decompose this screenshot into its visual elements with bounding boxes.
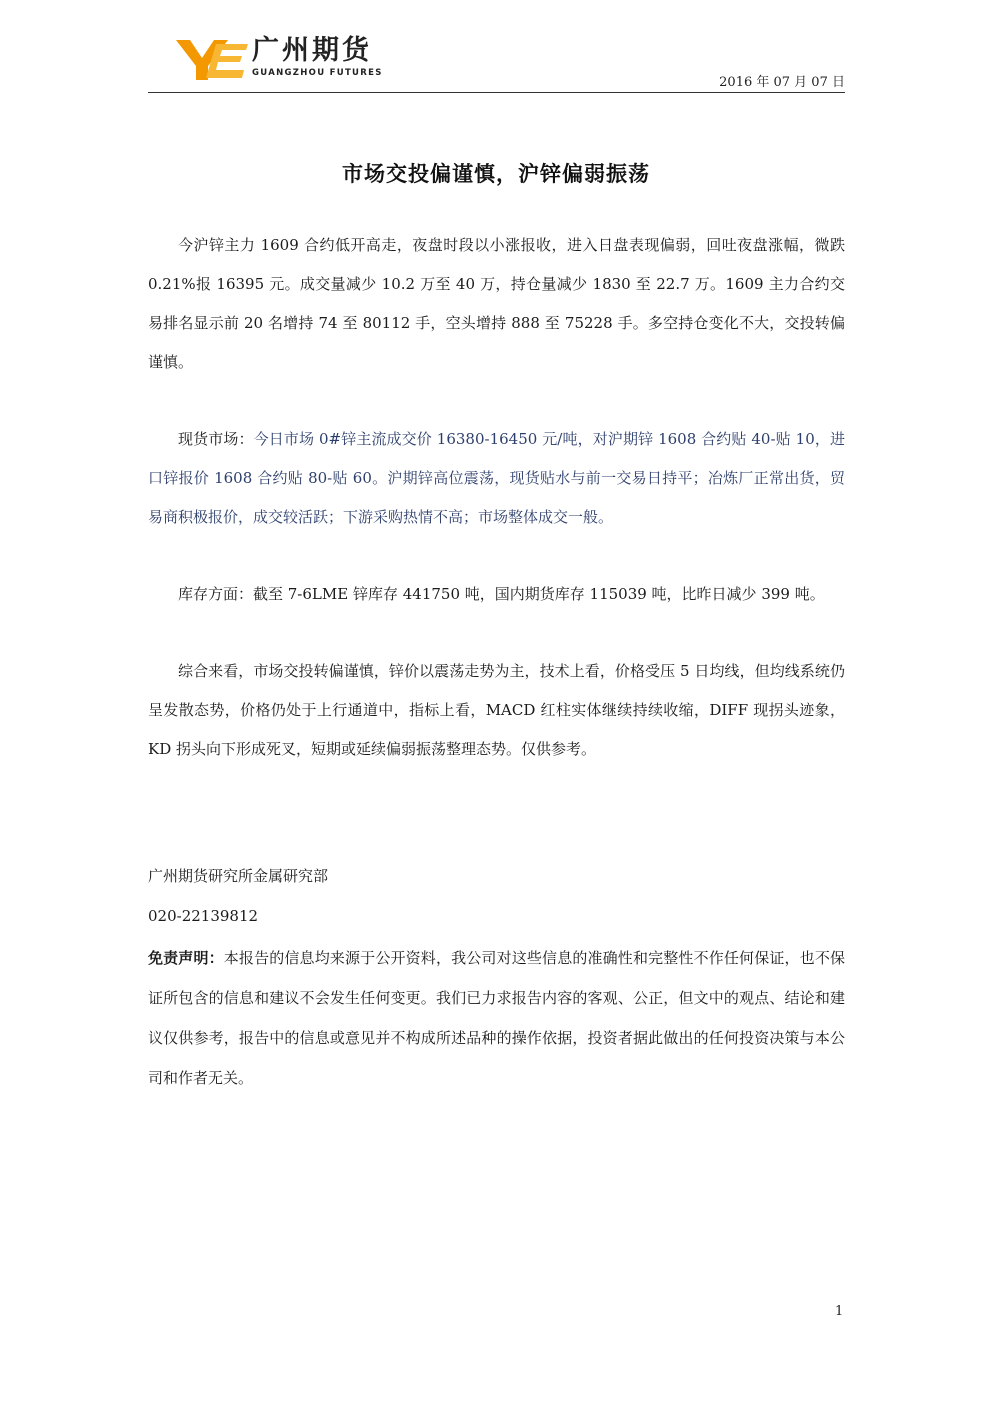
paragraph-spot-market [148,420,845,537]
disclaimer-text: 本报告的信息均来源于公开资料，我公司对这些信息的准确性和完整性不作任何保证，也不保证所包含的信息和建议不会发生任何变更。我们已力求报告内容的客观、公正，但文中的观点、结论和建议仅供参考，报告中的信息或意见并不构成所述品种的操作依据，投资者据此做出的任何投资决策与本公司和作者无关。 [148,949,845,1087]
report-date: 2016 年 07 月 07 日 [719,75,845,90]
page-header [148,36,845,94]
spot-market-label: 现货市场： [178,430,254,448]
department-name: 广州期货研究所金属研究部 [148,867,329,885]
report-body [148,226,845,769]
brand-name-cn: 广州期货 [252,35,372,66]
phone-number: 020-22139812 [148,907,259,925]
signature-block [148,856,845,1098]
paragraph-inventory: 库存方面：截至 7-6LME 锌库存 441750 吨，国内期货库存 115039 吨，比昨日减少 399 吨。 [178,585,825,603]
header-divider [148,92,845,93]
page-number: 1 [835,1304,844,1319]
brand-name-en: GUANGZHOU FUTURES [252,68,383,78]
spot-market-text: 今日市场 0#锌主流成交价 16380-16450 元/吨，对沪期锌 1608 合约贴 40-贴 10，进口锌报价 1608 合约贴 80-贴 60。沪期锌高位震荡，现货贴水与前一交易日持平；冶炼厂正常出货，贸易商积极报价，成交较活跃；下游采购热情不高；市场整体成交一般。 [148,430,845,526]
disclaimer [148,938,845,1098]
paragraph-market-overview: 今沪锌主力 1609 合约低开高走，夜盘时段以小涨报收，进入日盘表现偏弱，回吐夜盘涨幅，微跌 0.21%报 16395 元。成交量减少 10.2 万至 40 万，持仓量减少 1830 至 22.7 万。1609 主力合约交易排名显示前 20 名增持 74 至 80112 手，空头增持 888 至 75228 手。多空持仓变化不大，交投转偏谨慎。 [148,236,845,371]
report-title: 市场交投偏谨慎，沪锌偏弱振荡 [342,162,650,186]
disclaimer-label: 免责声明： [148,949,224,967]
company-logo-icon [176,38,248,80]
paragraph-summary: 综合来看，市场交投转偏谨慎，锌价以震荡走势为主，技术上看，价格受压 5 日均线，但均线系统仍呈发散态势，价格仍处于上行通道中，指标上看，MACD 红柱实体继续持续收缩，DIFF 现拐头迹象，KD 拐头向下形成死叉，短期或延续偏弱振荡整理态势。仅供参考。 [148,662,845,758]
